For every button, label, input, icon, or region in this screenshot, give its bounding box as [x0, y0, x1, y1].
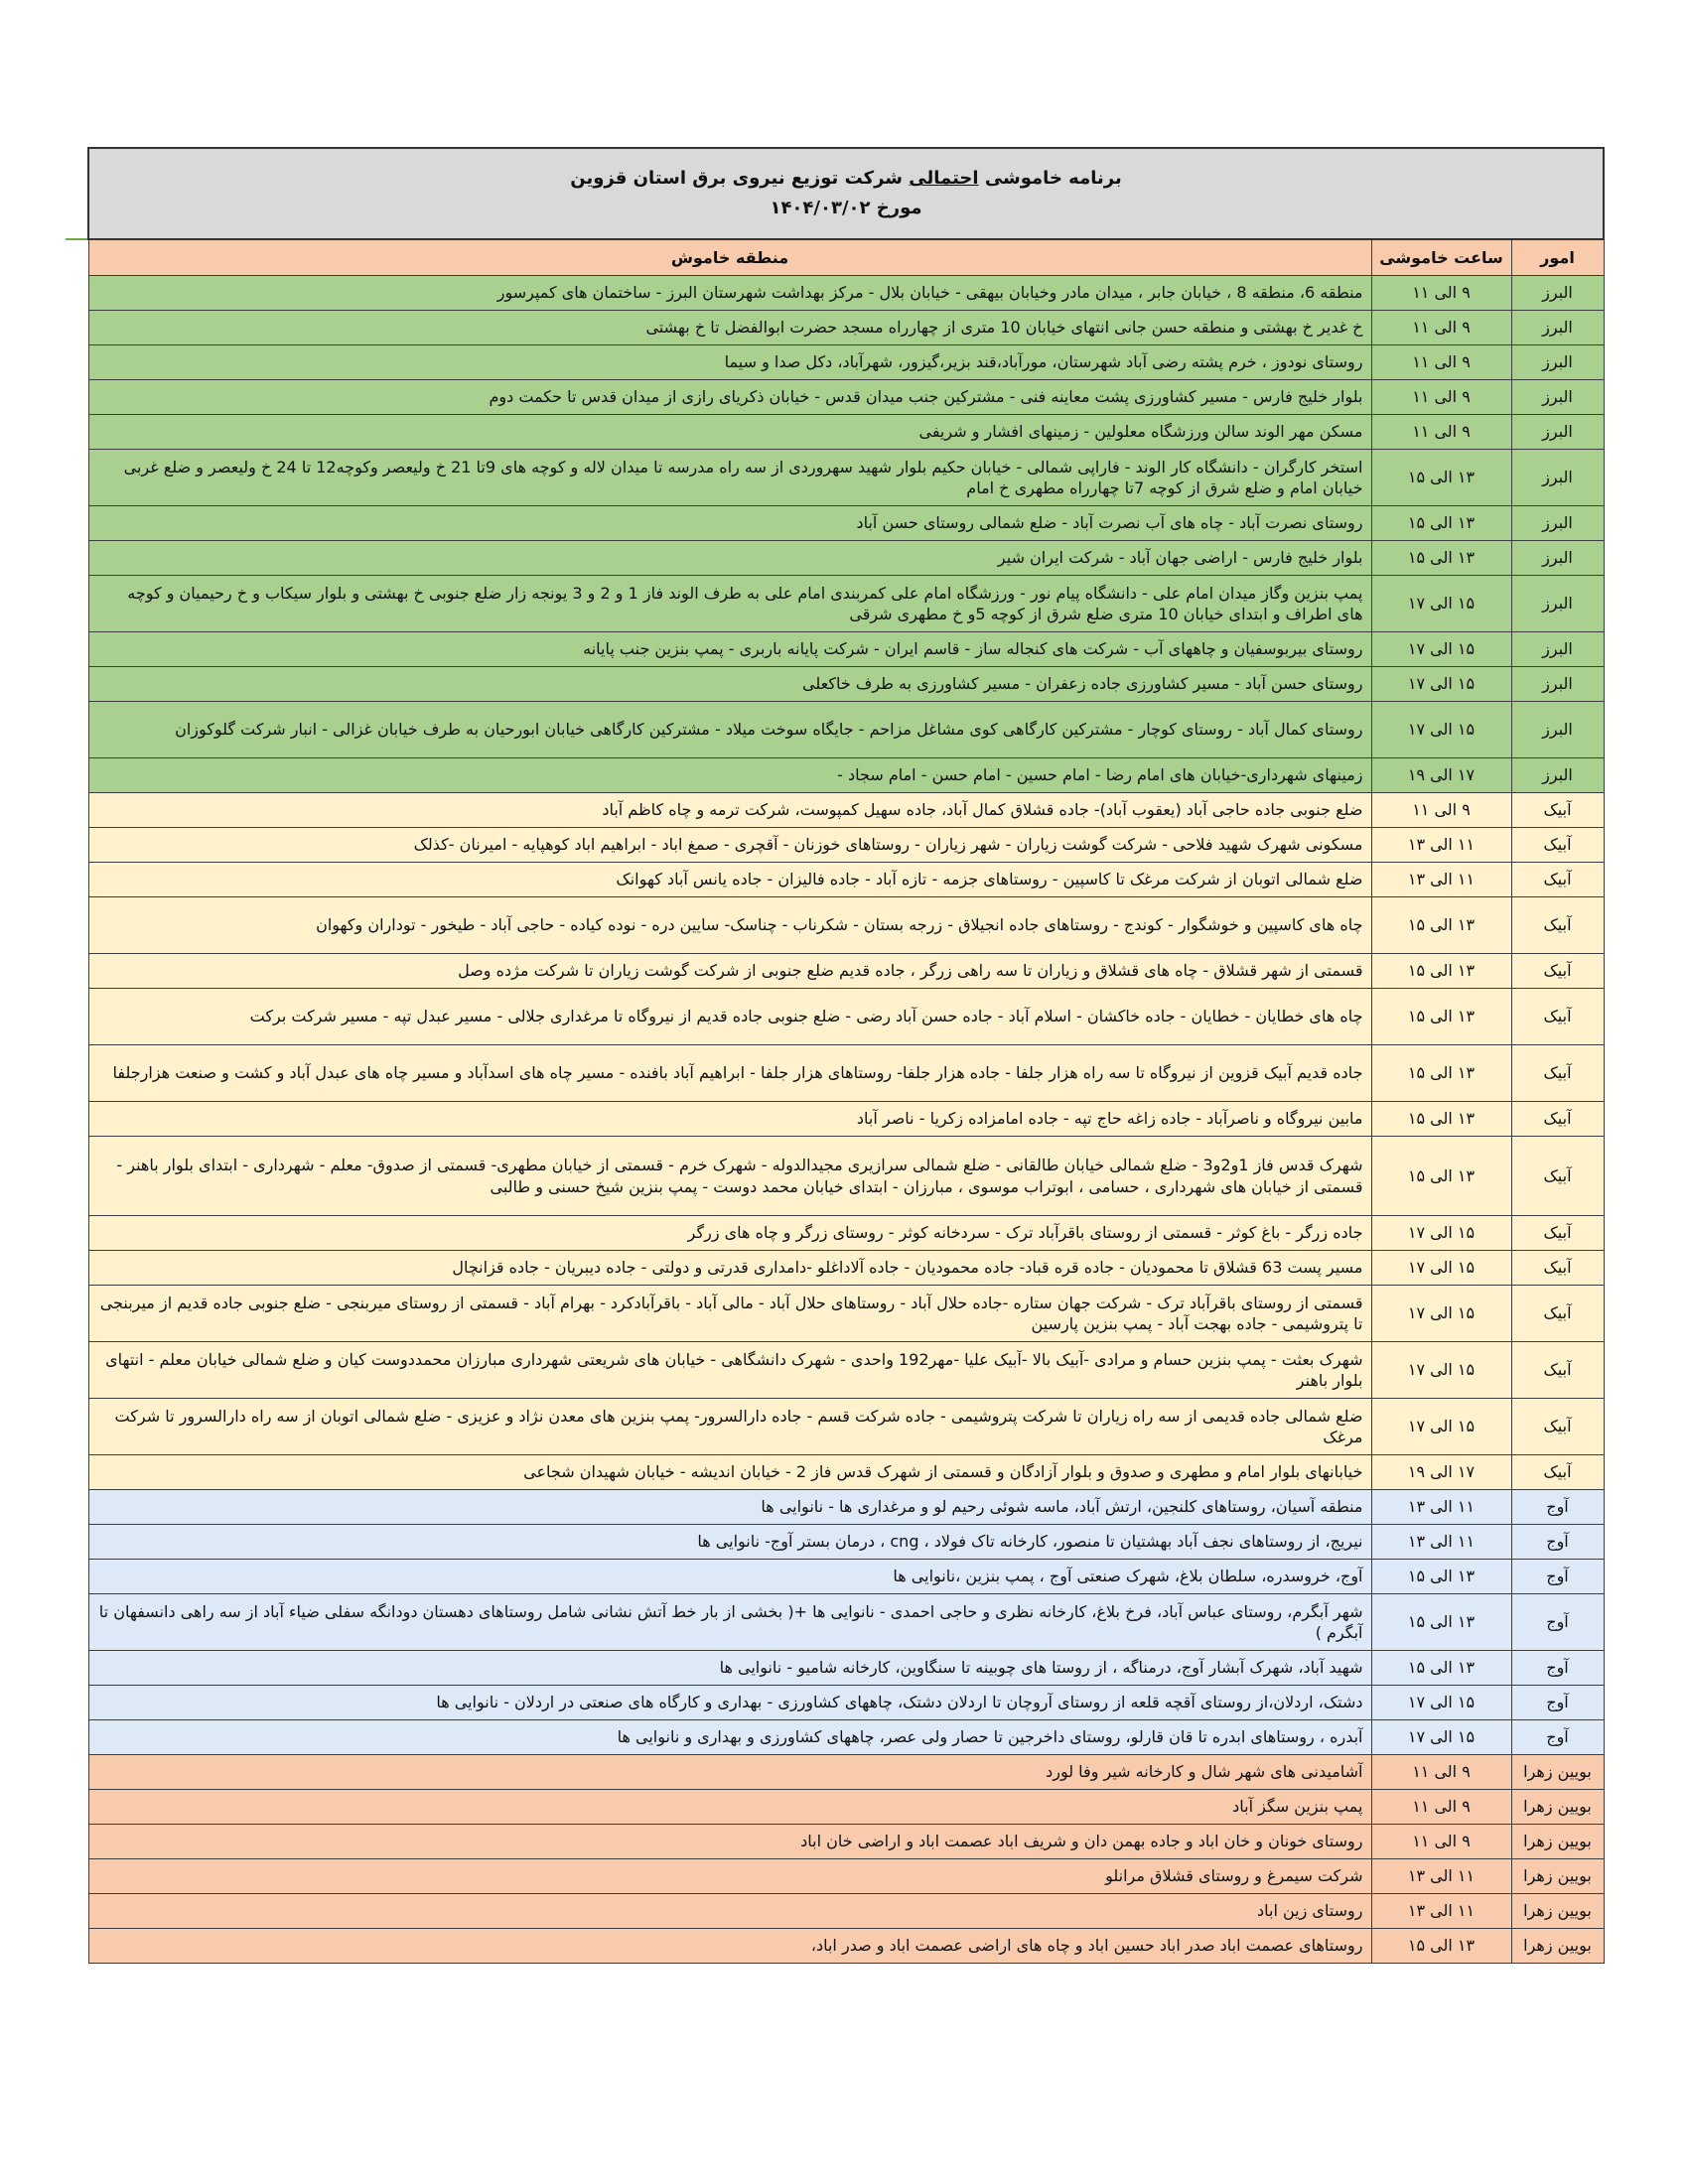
row-dept-cell: آبیک — [1511, 1216, 1604, 1251]
row-dept-cell: آبیک — [1511, 1045, 1604, 1102]
schedule-date: مورخ ۱۴۰۴/۰۳/۰۲ — [770, 198, 922, 218]
row-area-cell: آشامیدنی های شهر شال و کارخانه شیر وفا لورد — [88, 1755, 1371, 1790]
table-row — [88, 1045, 1604, 1102]
table-row — [88, 1251, 1604, 1286]
row-dept-cell: آبیک — [1511, 897, 1604, 954]
row-time-cell: ۱۳ الی ۱۵ — [1371, 989, 1511, 1045]
row-time-cell: ۱۵ الی ۱۷ — [1371, 1399, 1511, 1455]
schedule-title-block — [88, 148, 1604, 239]
table-row — [88, 1490, 1604, 1525]
table-row — [88, 1894, 1604, 1929]
row-dept-cell: آبیک — [1511, 1102, 1604, 1137]
row-area-cell: روستای بیربوسفیان و چاههای آب - شرکت های کنجاله ساز - قاسم ایران - شرکت پایانه باربری - پمپ بنزین جنب پایانه — [88, 632, 1371, 667]
row-time-cell: ۱۳ الی ۱۵ — [1371, 1594, 1511, 1651]
row-dept-cell: البرز — [1511, 541, 1604, 576]
row-dept-cell: آبیک — [1511, 1455, 1604, 1490]
row-dept-cell: آوج — [1511, 1720, 1604, 1755]
table-row — [88, 989, 1604, 1045]
table-row — [88, 1342, 1604, 1399]
table-row — [88, 828, 1604, 863]
row-area-cell: پمپ بنزین سگز آباد — [88, 1790, 1371, 1825]
row-area-cell: ضلع شمالی اتوبان از شرکت مرغک تا کاسپین - روستاهای جزمه - تازه آباد - جاده فالیزان - جاده یانس آباد کهوانک — [88, 863, 1371, 897]
row-time-cell: ۱۵ الی ۱۷ — [1371, 1216, 1511, 1251]
table-row — [88, 450, 1604, 506]
table-row — [88, 632, 1604, 667]
row-time-cell: ۱۷ الی ۱۹ — [1371, 1455, 1511, 1490]
header-dept: امور — [1511, 239, 1604, 276]
row-dept-cell: البرز — [1511, 506, 1604, 541]
row-time-cell: ۱۵ الی ۱۷ — [1371, 1720, 1511, 1755]
row-area-cell: روستای حسن آباد - مسیر کشاورزی جاده زعفران - مسیر کشاورزی به طرف خاکعلی — [88, 667, 1371, 702]
row-dept-cell: بویین زهرا — [1511, 1894, 1604, 1929]
row-area-cell: مسیر پست 63 قشلاق تا محمودیان - جاده قره قباد- جاده محمودیان - جاده آلاداغلو -دامداری قدرتی و دولتی - جاده دیبریان - جاده قزانچال — [88, 1251, 1371, 1286]
row-time-cell: ۱۵ الی ۱۷ — [1371, 667, 1511, 702]
row-dept-cell: آبیک — [1511, 1251, 1604, 1286]
row-dept-cell: آبیک — [1511, 828, 1604, 863]
row-dept-cell: آبیک — [1511, 1399, 1604, 1455]
row-time-cell: ۹ الی ۱۱ — [1371, 793, 1511, 828]
table-row — [88, 1525, 1604, 1560]
row-area-cell: چاه های کاسپین و خوشگوار - کوندج - روستاهای جاده انجیلاق - زرجه بستان - شکرناب - چناسک- سایین دره - نوده کیاده - حاجی آباد - طیخور - توداران وکهوان — [88, 897, 1371, 954]
row-area-cell: دشتک، اردلان،از روستای آقچه قلعه از روستای آروچان تا اردلان دشتک، چاههای کشاورزی - بهداری و کارگاه های صنعتی در اردلان - نانوایی ها — [88, 1686, 1371, 1720]
row-dept-cell: بویین زهرا — [1511, 1825, 1604, 1859]
row-time-cell: ۱۳ الی ۱۵ — [1371, 450, 1511, 506]
row-area-cell: شهرک قدس فاز 1و2و3 - ضلع شمالی خیابان طالقانی - ضلع شمالی سرازیری مجیدالدوله - شهرک خرم - قسمتی از خیابان مطهری- قسمتی از صدوق- معلم - شهرداری - ابتدای بلوار باهنر - قسمتی از خیابان های شهرداری ، حسامی ، ابوتراب موسوی ، مبارزان - ابتدای خیابان محمد دوست - پمپ بنزین شیخ حسنی و طالبی — [88, 1137, 1371, 1216]
table-row — [88, 1825, 1604, 1859]
row-dept-cell: آوج — [1511, 1525, 1604, 1560]
table-row — [88, 1455, 1604, 1490]
outage-schedule-table — [87, 147, 1605, 1964]
outage-schedule-sheet — [87, 147, 1605, 1964]
row-area-cell: زمینهای شهرداری-خیابان های امام رضا - امام حسین - امام حسن - امام سجاد - — [88, 758, 1371, 793]
row-dept-cell: البرز — [1511, 311, 1604, 345]
row-time-cell: ۱۳ الی ۱۵ — [1371, 1137, 1511, 1216]
row-area-cell: روستاهای عصمت اباد صدر اباد حسین اباد و چاه های اراضی عصمت اباد و صدر اباد، — [88, 1929, 1371, 1964]
row-dept-cell: البرز — [1511, 758, 1604, 793]
row-time-cell: ۱۳ الی ۱۵ — [1371, 1045, 1511, 1102]
row-time-cell: ۱۵ الی ۱۷ — [1371, 1686, 1511, 1720]
row-time-cell: ۱۳ الی ۱۵ — [1371, 954, 1511, 989]
table-row — [88, 1929, 1604, 1964]
row-dept-cell: آوج — [1511, 1490, 1604, 1525]
row-dept-cell: البرز — [1511, 380, 1604, 415]
row-area-cell: قسمتی از روستای باقرآباد ترک - شرکت جهان ستاره -جاده حلال آباد - روستاهای حلال آباد - مالی آباد - باقرآبادکرد - بهرام آباد - قسمتی از روستای میربنجی - ضلع جنوبی جاده قدیم از میربنجی تا پتروشیمی - جاده بهجت آباد - پمپ بنزین پارسین — [88, 1286, 1371, 1342]
row-time-cell: ۹ الی ۱۱ — [1371, 1755, 1511, 1790]
row-area-cell: ضلع جنوبی جاده حاجی آباد (یعقوب آباد)- جاده قشلاق کمال آباد، جاده سهیل کمپوست، شرکت ترمه و چاه کاظم آباد — [88, 793, 1371, 828]
table-row — [88, 541, 1604, 576]
table-row — [88, 863, 1604, 897]
table-row — [88, 380, 1604, 415]
row-dept-cell: آوج — [1511, 1560, 1604, 1594]
column-header-row — [88, 239, 1604, 276]
table-row — [88, 1720, 1604, 1755]
header-time: ساعت خاموشی — [1371, 239, 1511, 276]
row-time-cell: ۹ الی ۱۱ — [1371, 415, 1511, 450]
row-time-cell: ۱۵ الی ۱۷ — [1371, 1342, 1511, 1399]
row-dept-cell: البرز — [1511, 632, 1604, 667]
table-row — [88, 1137, 1604, 1216]
table-row — [88, 954, 1604, 989]
row-time-cell: ۹ الی ۱۱ — [1371, 1825, 1511, 1859]
row-area-cell: استخر کارگران - دانشگاه کار الوند - فاراپی شمالی - خیابان حکیم بلوار شهید سهروردی از سه راه مدرسه تا میدان لاله و کوچه های 9تا 21 خ ولیعصر وکوچه12 تا 24 خ ولیعصر و ضلع غربی خیابان امام و ضلع شرق از کوچه 7تا چهارراه مطهری خ امام — [88, 450, 1371, 506]
row-dept-cell: آوج — [1511, 1651, 1604, 1686]
row-dept-cell: آبیک — [1511, 1286, 1604, 1342]
row-area-cell: شهرک بعثت - پمپ بنزین حسام و مرادی -آبیک بالا -آبیک علیا -مهر192 واحدی - شهرک دانشگاهی - خیابان های شریعتی شهرداری مبارزان محمددوست کیان و ضلع شمالی خیابان معلم - انتهای بلوار باهنر — [88, 1342, 1371, 1399]
row-dept-cell: آبیک — [1511, 1342, 1604, 1399]
schedule-rows — [88, 276, 1604, 1964]
row-area-cell: شهید آباد، شهرک آبشار آوج، درمناگه ، از روستا های چوبینه تا سنگاوین، کارخانه شامیو - نانوایی ها — [88, 1651, 1371, 1686]
row-time-cell: ۱۱ الی ۱۳ — [1371, 1525, 1511, 1560]
row-dept-cell: البرز — [1511, 702, 1604, 758]
row-time-cell: ۱۷ الی ۱۹ — [1371, 758, 1511, 793]
row-area-cell: چاه های خطایان - خطایان - جاده خاکشان - اسلام آباد - جاده حسن آباد رضی - ضلع جنوبی جاده قدیم از نیروگاه تا مرغداری جلالی - مسیر عبدل تپه - مسیر شرکت برکت — [88, 989, 1371, 1045]
title-highlight: احتمالی — [909, 168, 979, 190]
row-area-cell: ضلع شمالی جاده قدیمی از سه راه زیاران تا شرکت پتروشیمی - جاده شرکت قسم - جاده دارالسرور- پمپ بنزین های معدن نژاد و عزیزی - ضلع شمالی اتوبان از سه راه دارالسرور تا شرکت مرغک — [88, 1399, 1371, 1455]
schedule-title: برنامه خاموشی احتمالی شرکت توزیع نیروی برق استان قزوین — [570, 168, 1122, 190]
row-area-cell: شرکت سیمرغ و روستای قشلاق مرانلو — [88, 1859, 1371, 1894]
table-row — [88, 1399, 1604, 1455]
header-area: منطقه خاموش — [88, 239, 1371, 276]
row-dept-cell: البرز — [1511, 276, 1604, 311]
row-area-cell: خیابانهای بلوار امام و مطهری و صدوق و بلوار آزادگان و قسمتی از شهرک قدس فاز 2 - خیابان اندیشه - خیابان شهیدان شجاعی — [88, 1455, 1371, 1490]
table-row — [88, 311, 1604, 345]
row-area-cell: بلوار خلیج فارس - اراضی جهان آباد - شرکت ایران شیر — [88, 541, 1371, 576]
row-area-cell: مابین نیروگاه و ناصرآباد - جاده زاغه حاج تپه - جاده امامزاده زکریا - ناصر آباد — [88, 1102, 1371, 1137]
row-dept-cell: البرز — [1511, 576, 1604, 632]
table-row — [88, 1216, 1604, 1251]
table-row — [88, 1790, 1604, 1825]
row-time-cell: ۱۵ الی ۱۷ — [1371, 1286, 1511, 1342]
row-area-cell: شهر آبگرم، روستای عباس آباد، فرخ بلاغ، کارخانه نظری و حاجی احمدی - نانوایی ها +( بخشی از بار خط آتش نشانی شامل روستاهای دهستان دودانگه سفلی ضیاء آباد از سه راهی دانسفهان تا آبگرم ) — [88, 1594, 1371, 1651]
row-dept-cell: البرز — [1511, 345, 1604, 380]
margin-tick — [66, 238, 87, 240]
row-dept-cell: آبیک — [1511, 793, 1604, 828]
row-time-cell: ۱۵ الی ۱۷ — [1371, 632, 1511, 667]
table-row — [88, 1560, 1604, 1594]
row-area-cell: جاده زرگر - باغ کوثر - قسمتی از روستای باقرآباد ترک - سردخانه کوثر - روستای زرگر و چاه های زرگر — [88, 1216, 1371, 1251]
row-dept-cell: آبیک — [1511, 863, 1604, 897]
table-row — [88, 1286, 1604, 1342]
row-area-cell: روستای خونان و خان اباد و جاده بهمن دان و شریف اباد عصمت اباد و اراضی خان اباد — [88, 1825, 1371, 1859]
table-row — [88, 1102, 1604, 1137]
row-time-cell: ۱۵ الی ۱۷ — [1371, 576, 1511, 632]
row-time-cell: ۱۱ الی ۱۳ — [1371, 1490, 1511, 1525]
row-time-cell: ۱۳ الی ۱۵ — [1371, 897, 1511, 954]
row-time-cell: ۱۳ الی ۱۵ — [1371, 1929, 1511, 1964]
row-time-cell: ۱۱ الی ۱۳ — [1371, 828, 1511, 863]
row-time-cell: ۱۳ الی ۱۵ — [1371, 1651, 1511, 1686]
table-row — [88, 667, 1604, 702]
row-time-cell: ۹ الی ۱۱ — [1371, 311, 1511, 345]
table-row — [88, 702, 1604, 758]
row-area-cell: مسکونی شهرک شهید فلاحی - شرکت گوشت زیاران - شهر زیاران - روستاهای خوزنان - آقچری - صمغ اباد - ابراهیم اباد کوهپایه - امیرنان -کذلک — [88, 828, 1371, 863]
row-area-cell: روستای نصرت آباد - چاه های آب نصرت آباد - ضلع شمالی روستای حسن آباد — [88, 506, 1371, 541]
table-row — [88, 576, 1604, 632]
row-time-cell: ۹ الی ۱۱ — [1371, 1790, 1511, 1825]
table-row — [88, 897, 1604, 954]
row-area-cell: پمپ بنزین وگاز میدان امام علی - دانشگاه پیام نور - ورزشگاه امام علی کمربندی امام علی به طرف الوند فاز 1 و 2 و 3 یونجه زار ضلع جنوبی خ بهشتی و بلوار سیکاب و خ رحیمیان و کوچه های اطراف و ابتدای خیابان 10 متری ضلع شرق از کوچه 5و خ مطهری شرقی — [88, 576, 1371, 632]
table-row — [88, 276, 1604, 311]
row-area-cell: منطقه 6، منطقه 8 ، خیابان جابر ، میدان مادر وخیابان بیهقی - خیابان بلال - مرکز بهداشت شهرستان البرز - ساختمان های کمپرسور — [88, 276, 1371, 311]
table-row — [88, 345, 1604, 380]
row-dept-cell: بویین زهرا — [1511, 1755, 1604, 1790]
row-time-cell: ۱۱ الی ۱۳ — [1371, 1894, 1511, 1929]
table-row — [88, 758, 1604, 793]
row-area-cell: قسمتی از شهر قشلاق - چاه های قشلاق و زیاران تا سه راهی زرگر ، جاده قدیم ضلع جنوبی از شرکت گوشت زیاران تا شرکت مژده وصل — [88, 954, 1371, 989]
row-area-cell: آوج، خروسدره، سلطان بلاغ، شهرک صنعتی آوج ، پمپ بنزین ،نانوایی ها — [88, 1560, 1371, 1594]
row-dept-cell: البرز — [1511, 667, 1604, 702]
row-dept-cell: آوج — [1511, 1686, 1604, 1720]
row-area-cell: بلوار خلیج فارس - مسیر کشاورزی پشت معاینه فنی - مشترکین جنب میدان قدس - خیابان ذکریای رازی از میدان قدس تا حکمت دوم — [88, 380, 1371, 415]
row-area-cell: روستای نودوز ، خرم پشته رضی آباد شهرستان، مورآباد،قند بزیر،گیزور، شهرآباد، دکل صدا و سیما — [88, 345, 1371, 380]
row-time-cell: ۹ الی ۱۱ — [1371, 345, 1511, 380]
row-area-cell: روستای کمال آباد - روستای کوچار - مشترکین کارگاهی کوی مشاغل مزاحم - جایگاه سوخت میلاد - مشترکین کارگاهی خیابان ابورحیان به طرف خیابان غزالی - انبار شرکت گلوکوزان — [88, 702, 1371, 758]
row-time-cell: ۱۱ الی ۱۳ — [1371, 1859, 1511, 1894]
row-time-cell: ۱۳ الی ۱۵ — [1371, 1560, 1511, 1594]
row-time-cell: ۱۳ الی ۱۵ — [1371, 541, 1511, 576]
table-row — [88, 1594, 1604, 1651]
table-row — [88, 1651, 1604, 1686]
row-dept-cell: بویین زهرا — [1511, 1859, 1604, 1894]
row-dept-cell: البرز — [1511, 415, 1604, 450]
table-row — [88, 506, 1604, 541]
table-row — [88, 1686, 1604, 1720]
row-time-cell: ۱۱ الی ۱۳ — [1371, 863, 1511, 897]
row-area-cell: منطقه آسیان، روستاهای کلنجین، ارتش آباد، ماسه شوئی رحیم لو و مرغداری ها - نانوایی ها — [88, 1490, 1371, 1525]
row-dept-cell: بویین زهرا — [1511, 1790, 1604, 1825]
row-area-cell: مسکن مهر الوند سالن ورزشگاه معلولین - زمینهای افشار و شریفی — [88, 415, 1371, 450]
row-time-cell: ۹ الی ۱۱ — [1371, 276, 1511, 311]
table-row — [88, 1859, 1604, 1894]
table-row — [88, 415, 1604, 450]
row-area-cell: روستای زین اباد — [88, 1894, 1371, 1929]
row-dept-cell: بویین زهرا — [1511, 1929, 1604, 1964]
row-dept-cell: آوج — [1511, 1594, 1604, 1651]
row-area-cell: خ غدیر خ بهشتی و منطقه حسن جانی انتهای خیابان 10 متری از چهارراه مسجد حضرت ابوالفضل تا خ بهشتی — [88, 311, 1371, 345]
row-dept-cell: آبیک — [1511, 989, 1604, 1045]
table-row — [88, 793, 1604, 828]
row-time-cell: ۱۳ الی ۱۵ — [1371, 1102, 1511, 1137]
table-row — [88, 1755, 1604, 1790]
row-area-cell: جاده قدیم آبیک قزوین از نیروگاه تا سه راه هزار جلفا - جاده هزار جلفا- روستاهای هزار جلفا - ابراهیم آباد بافنده - مسیر چاه های اسدآباد و مسیر چاه های عبدل آباد و کشت و صنعت هزارجلفا — [88, 1045, 1371, 1102]
row-time-cell: ۹ الی ۱۱ — [1371, 380, 1511, 415]
row-time-cell: ۱۳ الی ۱۵ — [1371, 506, 1511, 541]
row-dept-cell: البرز — [1511, 450, 1604, 506]
row-time-cell: ۱۵ الی ۱۷ — [1371, 702, 1511, 758]
row-dept-cell: آبیک — [1511, 1137, 1604, 1216]
row-area-cell: نیریج، از روستاهای نجف آباد بهشتیان تا منصور، کارخانه تاک فولاد ، cng ، درمان بستر آوج- نانوایی ها — [88, 1525, 1371, 1560]
row-area-cell: آبدره ، روستاهای ابدره تا قان قارلو، روستای داخرجین تا حصار ولی عصر، چاههای کشاورزی و بهداری و نانوایی ها — [88, 1720, 1371, 1755]
row-dept-cell: آبیک — [1511, 954, 1604, 989]
row-time-cell: ۱۵ الی ۱۷ — [1371, 1251, 1511, 1286]
